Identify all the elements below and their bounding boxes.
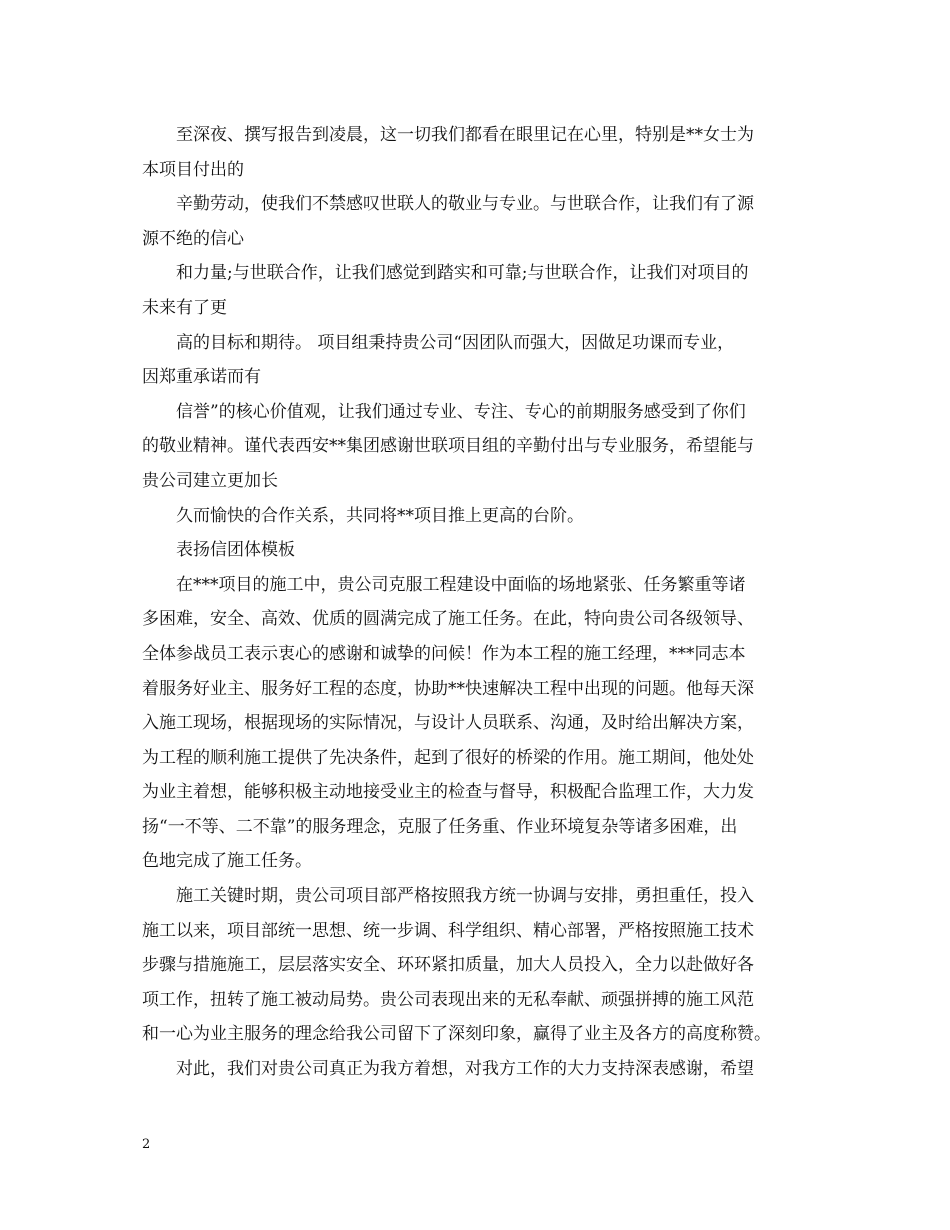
text-line: 全体参战员工表示衷心的感谢和诚挚的问候！作为本工程的施工经理，***同志本 bbox=[142, 643, 746, 664]
text-line: 步骤与措施施工，层层落实安全、环环紧扣质量，加大人员投入，全力以赴做好各 bbox=[142, 955, 754, 976]
text-line: 施工以来，项目部统一思想、统一步调、科学组织、精心部署，严格按照施工技术 bbox=[142, 920, 754, 941]
text-line: 多困难，安全、高效、优质的圆满完成了施工任务。在此，特向贵公司各级领导、 bbox=[142, 609, 754, 630]
document-body bbox=[142, 118, 832, 1087]
text-line: 本项目付出的 bbox=[142, 159, 244, 180]
text-line: 高的目标和期待。 项目组秉持贵公司“因团队而强大，因做足功课而专业， bbox=[176, 332, 735, 353]
text-line: 施工关键时期，贵公司项目部严格按照我方统一协调与安排，勇担重任，投入 bbox=[176, 886, 754, 907]
text-line: 因郑重承诺而有 bbox=[142, 367, 261, 388]
text-line: 项工作，扭转了施工被动局势。贵公司表现出来的无私奉献、顽强拼搏的施工风范 bbox=[142, 989, 754, 1010]
text-line: 着服务好业主、服务好工程的态度，协助**快速解决工程中出现的问题。他每天深 bbox=[142, 678, 754, 699]
text-line: 在***项目的施工中，贵公司克服工程建设中面临的场地紧张、任务繁重等诸 bbox=[176, 574, 746, 595]
text-line: 至深夜、撰写报告到凌晨，这一切我们都看在眼里记在心里，特别是**女士为 bbox=[176, 125, 754, 145]
text-line: 未来有了更 bbox=[142, 297, 227, 318]
text-line: 辛勤劳动，使我们不禁感叹世联人的敬业与专业。与世联合作，让我们有了源 bbox=[176, 194, 754, 215]
text-line: 表扬信团体模板 bbox=[176, 540, 295, 561]
text-line: 和一心为业主服务的理念给我公司留下了深刻印象，赢得了业主及各方的高度称赞。 bbox=[142, 1024, 771, 1045]
text-line: 扬“一不等、二不靠”的服务理念，克服了任务重、作业环境复杂等诸多困难，出 bbox=[142, 816, 738, 837]
text-line: 对此，我们对贵公司真正为我方着想，对我方工作的大力支持深表感谢，希望 bbox=[176, 1059, 754, 1080]
text-line: 为业主着想，能够积极主动地接受业主的检查与督导，积极配合监理工作，大力发 bbox=[142, 782, 754, 803]
text-line: 为工程的顺利施工提供了先决条件，起到了很好的桥梁的作用。施工期间，他处处 bbox=[142, 747, 754, 768]
text-line: 的敬业精神。谨代表西安**集团感谢世联项目组的辛勤付出与专业服务，希望能与 bbox=[142, 436, 754, 457]
text-line: 源不绝的信心 bbox=[142, 228, 244, 249]
text-line: 久而愉快的合作关系，共同将**项目推上更高的台阶。 bbox=[176, 505, 584, 526]
text-line: 色地完成了施工任务。 bbox=[142, 851, 312, 872]
page-number: 2 bbox=[142, 1137, 151, 1152]
text-line: 和力量;与世联合作，让我们感觉到踏实和可靠;与世联合作，让我们对项目的 bbox=[176, 263, 749, 284]
text-line: 入施工现场，根据现场的实际情况，与设计人员联系、沟通，及时给出解决方案， bbox=[142, 713, 754, 734]
text-line: 贵公司建立更加长 bbox=[142, 470, 278, 491]
text-line: 信誉”的核心价值观，让我们通过专业、专注、专心的前期服务感受到了你们 bbox=[176, 401, 746, 422]
